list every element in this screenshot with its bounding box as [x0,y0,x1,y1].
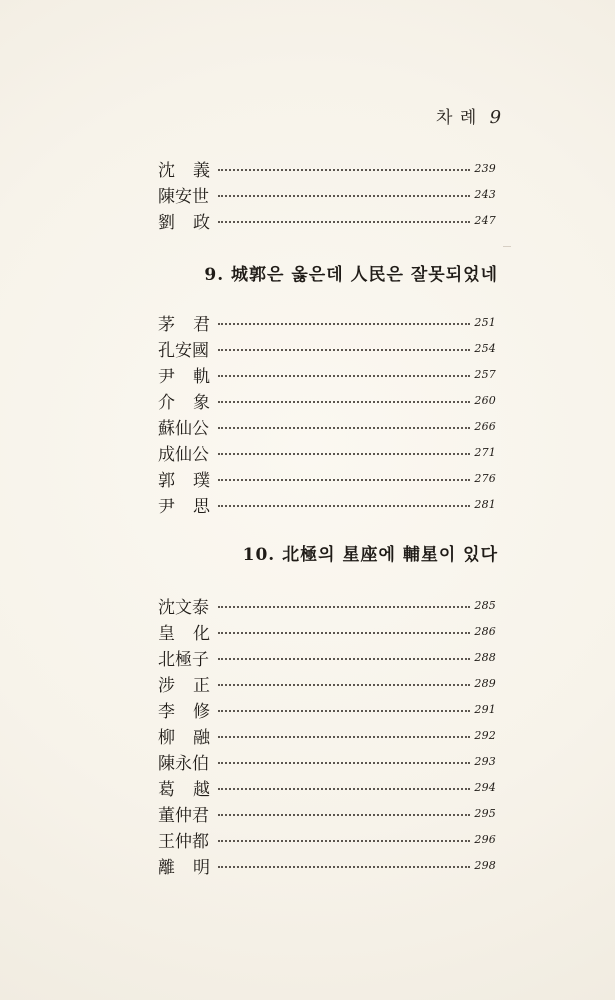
toc-entry-page: 247 [474,213,496,227]
toc-entry [158,491,496,517]
toc-entry [158,181,496,207]
toc-entry-page: 276 [474,471,496,485]
toc-entry-page: 271 [474,445,496,459]
toc-section-3 [158,592,496,878]
section-title: 9. 城郭은 옳은데 人民은 잘못되었네 [204,265,498,285]
toc-entry-name: 涉 正 [158,675,210,696]
dot-leader [218,736,470,738]
toc-entry-name: 沈文泰 [158,597,209,618]
toc-entry-page: 292 [474,728,496,742]
dot-leader [218,762,470,764]
toc-entry-name: 尹 思 [158,496,210,517]
toc-entry-name: 柳 融 [158,727,210,748]
toc-entry [158,465,496,491]
toc-entry-name: 成仙公 [158,444,209,465]
toc-entry [158,696,496,722]
header-page-number: 9 [489,107,503,128]
toc-entry-name: 劉 政 [158,212,210,233]
dot-leader [218,866,470,868]
toc-section-1 [158,155,496,233]
toc-entry-page: 289 [474,676,496,690]
toc-entry [158,387,496,413]
dot-leader [218,788,470,790]
toc-entry [158,670,496,696]
toc-entry-name: 茅 君 [158,314,210,335]
dot-leader [218,349,470,351]
toc-entry [158,439,496,465]
dot-leader [218,221,470,223]
dot-leader [218,427,470,429]
dot-leader [218,195,470,197]
dot-leader [218,606,470,608]
toc-entry-page: 285 [474,598,496,612]
toc-entry-name: 董仲君 [158,805,209,826]
toc-entry [158,413,496,439]
dot-leader [218,658,470,660]
toc-entry-page: 288 [474,650,496,664]
toc-entry-page: 295 [474,806,496,820]
toc-entry-name: 蘇仙公 [158,418,209,439]
toc-entry-name: 王仲都 [158,831,209,852]
toc-entry-page: 251 [474,315,496,329]
toc-entry-name: 孔安國 [158,340,209,361]
toc-entry [158,826,496,852]
toc-entry-name: 沈 義 [158,160,210,181]
toc-entry-name: 北極子 [158,649,209,670]
toc-entry-page: 257 [474,367,496,381]
toc-section-2 [158,309,496,517]
toc-entry [158,155,496,181]
dot-leader [218,323,470,325]
header-title: 차 례 [436,108,478,128]
toc-entry-name: 尹 軌 [158,366,210,387]
dot-leader [218,401,470,403]
toc-entry-name: 離 明 [158,857,210,878]
toc-entry-page: 286 [474,624,496,638]
toc-entry-page: 294 [474,780,496,794]
toc-entry [158,644,496,670]
toc-entry-name: 李 修 [158,701,210,722]
page-mark [503,246,511,247]
toc-entry [158,774,496,800]
toc-entry-page: 291 [474,702,496,716]
toc-entry [158,722,496,748]
dot-leader [218,479,470,481]
toc-entry-page: 266 [474,419,496,433]
toc-entry [158,852,496,878]
toc-entry [158,335,496,361]
dot-leader [218,840,470,842]
toc-entry [158,592,496,618]
toc-entry [158,207,496,233]
toc-entry-page: 239 [474,161,496,175]
dot-leader [218,710,470,712]
toc-entry [158,361,496,387]
dot-leader [218,169,470,171]
toc-entry-name: 陳安世 [158,186,209,207]
dot-leader [218,632,470,634]
toc-entry-name: 葛 越 [158,779,210,800]
dot-leader [218,684,470,686]
dot-leader [218,375,470,377]
toc-entry-name: 郭 璞 [158,470,210,491]
toc-entry-page: 281 [474,497,496,511]
toc-entry-page: 298 [474,858,496,872]
dot-leader [218,453,470,455]
dot-leader [218,505,470,507]
toc-entry [158,309,496,335]
dot-leader [218,814,470,816]
toc-entry-name: 陳永伯 [158,753,209,774]
toc-entry [158,800,496,826]
running-header [436,103,502,128]
section-title: 10. 北極의 星座에 輔星이 있다 [242,545,498,565]
toc-entry-name: 皇 化 [158,623,210,644]
toc-entry [158,748,496,774]
toc-entry [158,618,496,644]
toc-entry-name: 介 象 [158,392,210,413]
toc-entry-page: 293 [474,754,496,768]
toc-entry-page: 296 [474,832,496,846]
toc-entry-page: 243 [474,187,496,201]
toc-entry-page: 260 [474,393,496,407]
toc-entry-page: 254 [474,341,496,355]
